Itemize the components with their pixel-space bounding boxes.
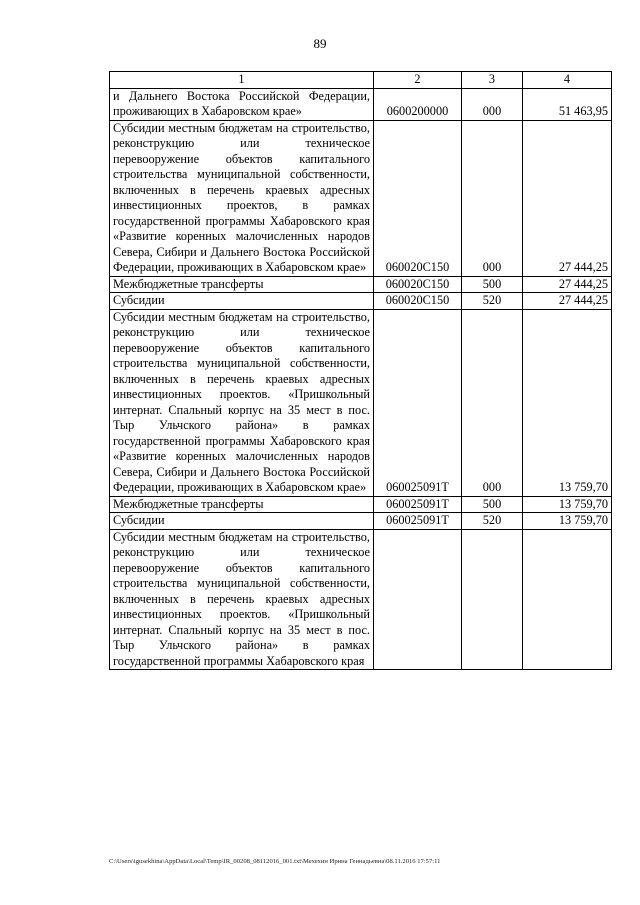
row-target-code: 060020С150: [374, 293, 462, 310]
row-amount: 51 463,95: [523, 88, 612, 120]
table-row: [110, 293, 612, 310]
table-row: [110, 513, 612, 530]
row-description: Межбюджетные трансферты: [110, 276, 374, 293]
row-target-code: 060025091Т: [374, 496, 462, 513]
row-amount: 13 759,70: [523, 309, 612, 496]
row-description: Субсидии местным бюджетам на строительство, реконструкцию или техническое перевооружение объектов капитального строительства муниципальной собственности, включенных в перечень краевых адресных инвестиционных проектов, в рамках государственной программы Хабаровского края «Развитие коренных малочисленных народов Севера, Сибири и Дальнего Востока Российской Федерации, проживающих в Хабаровском крае»: [110, 120, 374, 276]
row-expense-type: 520: [462, 513, 523, 530]
row-amount: 13 759,70: [523, 513, 612, 530]
row-amount: 13 759,70: [523, 496, 612, 513]
column-header-1: 1: [110, 72, 374, 89]
row-target-code: 060020С150: [374, 120, 462, 276]
row-expense-type-empty: [462, 529, 523, 670]
table-row: [110, 120, 612, 276]
row-target-code: 060020С150: [374, 276, 462, 293]
row-description: Субсидии: [110, 293, 374, 310]
row-amount: 27 444,25: [523, 120, 612, 276]
row-amount: 27 444,25: [523, 293, 612, 310]
row-expense-type: 000: [462, 120, 523, 276]
row-expense-type: 500: [462, 276, 523, 293]
row-amount-empty: [523, 529, 612, 670]
column-header-2: 2: [374, 72, 462, 89]
row-target-code: 060025091Т: [374, 309, 462, 496]
row-expense-type: 000: [462, 88, 523, 120]
row-target-code: 060025091Т: [374, 513, 462, 530]
row-description: Субсидии местным бюджетам на строительство, реконструкцию или техническое перевооружение объектов капитального строительства муниципальной собственности, включенных в перечень краевых адресных инвестиционных проектов. «Пришкольный интернат. Спальный корпус на 35 мест в пос. Тыр Ульчского района» в рамках государственной программы Хабаровского края «Развитие коренных малочисленных народов Севера, Сибири и Дальнего Востока Российской Федерации, проживающих в Хабаровском крае»: [110, 309, 374, 496]
table-row: [110, 496, 612, 513]
row-target-code-empty: [374, 529, 462, 670]
row-expense-type: 000: [462, 309, 523, 496]
row-description: Межбюджетные трансферты: [110, 496, 374, 513]
footer-file-path: C:\Users\igusekhina\AppData\Local\Temp\IR_00208_08112016_001.txt\Мехехин Ирина Геннадьевна\08.11.2016 17:57:11: [109, 858, 441, 865]
budget-table: [109, 71, 612, 670]
row-expense-type: 520: [462, 293, 523, 310]
column-header-4: 4: [523, 72, 612, 89]
row-amount: 27 444,25: [523, 276, 612, 293]
table-row: [110, 309, 612, 496]
row-description: Субсидии местным бюджетам на строительство, реконструкцию или техническое перевооружение объектов капитального строительства муниципальной собственности, включенных в перечень краевых адресных инвестиционных проектов. «Пришкольный интернат. Спальный корпус на 35 мест в пос. Тыр Ульчского района» в рамках государственной программы Хабаровского края: [110, 529, 374, 670]
page-number: 89: [313, 36, 327, 51]
row-description: и Дальнего Востока Российской Федерации, проживающих в Хабаровском крае»: [110, 88, 374, 120]
table-header-row: [110, 72, 612, 89]
table-row-continued: [110, 529, 612, 670]
row-target-code: 0600200000: [374, 88, 462, 120]
column-header-3: 3: [462, 72, 523, 89]
row-description: Субсидии: [110, 513, 374, 530]
table-row: [110, 88, 612, 120]
table-row: [110, 276, 612, 293]
row-expense-type: 500: [462, 496, 523, 513]
